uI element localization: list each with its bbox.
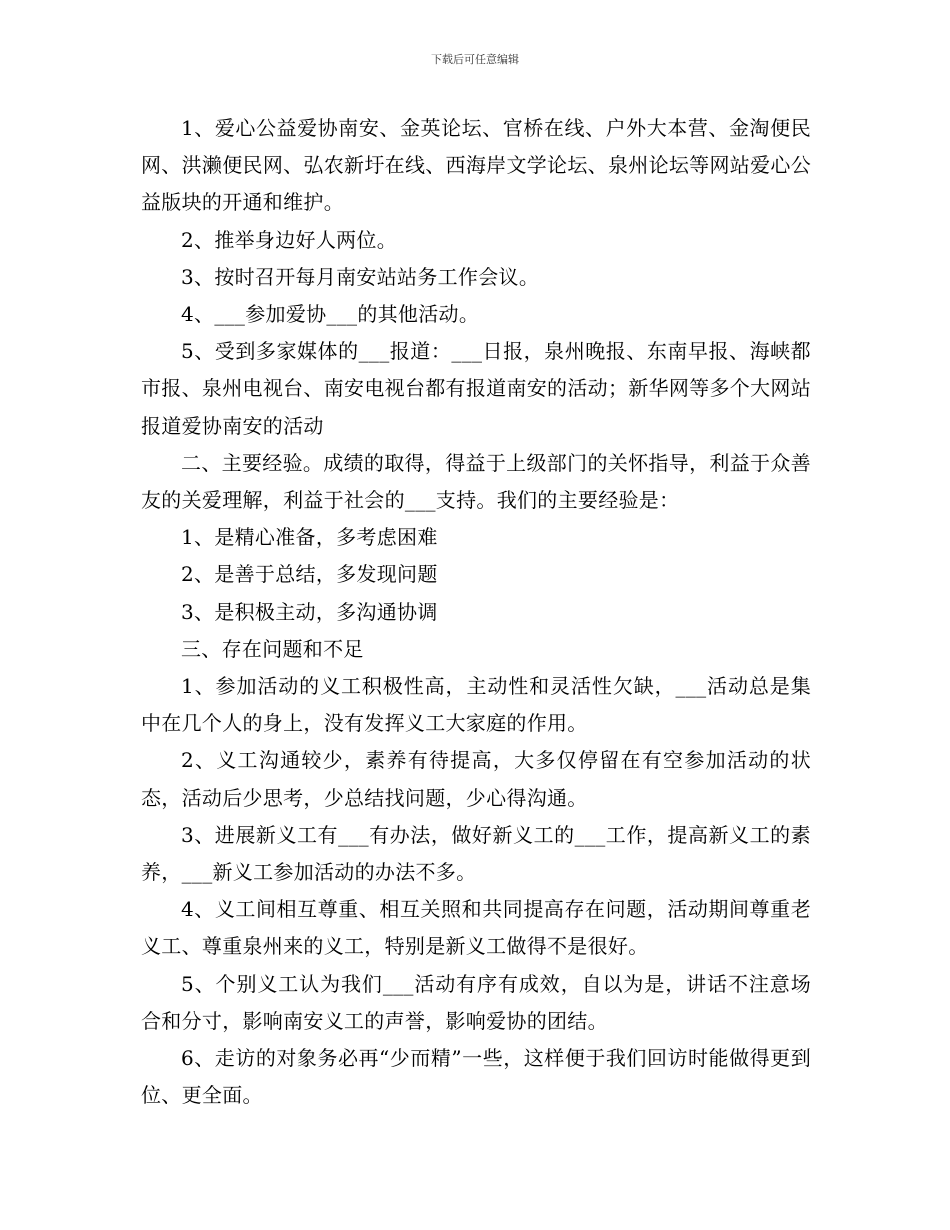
section-problems-heading: 三、存在问题和不足 xyxy=(181,636,364,661)
problem-item-3: 3、进展新义工有___有办法，做好新义工的___工作，提高新义工的素养，___新义工参加活动的办法不多。 xyxy=(141,822,811,885)
problem-item-1: 1、参加活动的义工积极性高，主动性和灵活性欠缺，___活动总是集中在几个人的身上，没有发挥义工大家庭的作用。 xyxy=(141,674,811,736)
section-experience: 二、主要经验。成绩的取得，得益于上级部门的关怀指导，利益于众善友的关爱理解，利益于社会的___支持。我们的主要经验是： xyxy=(141,450,811,513)
problem-item-2: 2、义工沟通较少，素养有待提高，大多仅停留在有空参加活动的状态，活动后少思考，少总结找问题，少心得沟通。 xyxy=(141,748,811,810)
experience-item-1: 1、是精心准备，多考虑困难 xyxy=(181,525,438,550)
paragraph-item-1: 1、爱心公益爱协南安、金英论坛、官桥在线、户外大本营、金淘便民网、洪濑便民网、弘农新圩在线、西海岸文学论坛、泉州论坛等网站爱心公益版块的开通和维护。 xyxy=(141,116,811,215)
problem-item-4: 4、义工间相互尊重、相互关照和共同提高存在问题，活动期间尊重老义工、尊重泉州来的义工，特别是新义工做得不是很好。 xyxy=(141,897,811,959)
paragraph-item-5: 5、受到多家媒体的___报道：___日报，泉州晚报、东南早报、海峡都市报、泉州电视台、南安电视台都有报道南安的活动；新华网等多个大网站报道爱协南安的活动 xyxy=(141,339,811,438)
problem-item-6: 6、走访的对象务必再“少而精”一些，这样便于我们回访时能做得更到位、更全面。 xyxy=(141,1046,811,1108)
experience-item-2: 2、是善于总结，多发现问题 xyxy=(181,562,438,587)
problem-item-5: 5、个别义工认为我们___活动有序有成效，自以为是，讲话不注意场合和分寸，影响南安义工的声誉，影响爱协的团结。 xyxy=(141,971,811,1033)
paragraph-item-3: 3、按时召开每月南安站站务工作会议。 xyxy=(181,264,540,289)
page-header: 下载后可任意编辑 xyxy=(431,53,519,66)
paragraph-item-4: 4、___参加爱协___的其他活动。 xyxy=(181,302,480,327)
experience-item-3: 3、是积极主动，多沟通协调 xyxy=(181,599,438,624)
document-body xyxy=(141,110,811,1114)
paragraph-item-2: 2、推举身边好人两位。 xyxy=(181,227,398,252)
